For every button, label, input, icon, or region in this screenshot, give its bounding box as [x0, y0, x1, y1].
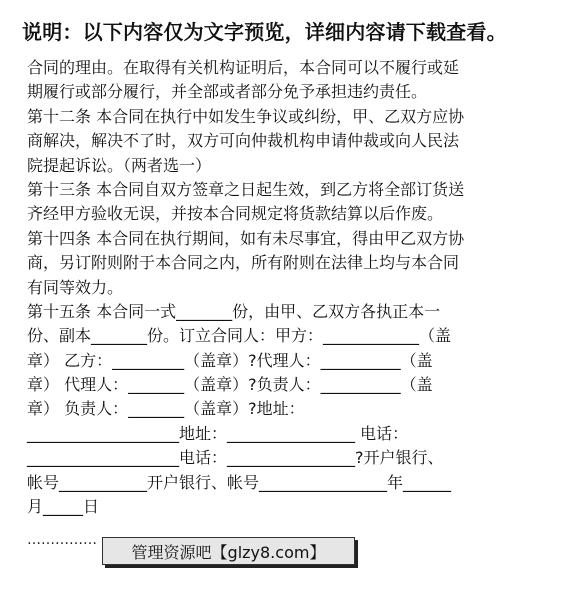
text-line: 帐号___________开户银行、帐号________________年______: [27, 472, 452, 492]
text-line: ___________________电话：________________?开户银行、: [27, 448, 444, 468]
text-line: 有同等效力。: [27, 277, 124, 297]
text-line: 院提起诉讼。（两者选一）: [27, 155, 212, 175]
text-line: 第十二条 本合同在执行中如发生争议或纠纷，甲、乙双方应协: [27, 106, 465, 126]
ellipsis-dots: ……………: [27, 532, 97, 548]
text-line: 第十五条 本合同一式_______份，由甲、乙双方各执正本一: [27, 301, 441, 321]
preview-notice: 说明：以下内容仅为文字预览，详细内容请下载查看。: [22, 20, 507, 44]
text-line: 第十三条 本合同自双方签章之日起生效，到乙方将全部订货送: [27, 179, 465, 199]
text-line: 期履行或部分履行，并全部或者部分免予承担违约责任。: [27, 82, 428, 102]
text-line: 商，另订附则附于本合同之内，所有附则在法律上均与本合同: [27, 253, 460, 273]
contract-text: [27, 56, 555, 519]
text-line: 齐经甲方验收无误，并按本合同规定将货款结算以后作废。: [27, 204, 444, 224]
text-line: 月_____日: [27, 497, 100, 517]
text-line: 章） 乙方：_________（盖章）?代理人：__________（盖: [27, 350, 433, 370]
text-line: 合同的理由。在取得有关机构证明后，本合同可以不履行或延: [27, 58, 460, 77]
text-line: 章） 代理人：_______（盖章）?负责人：__________（盖: [27, 375, 433, 395]
text-line: 份、副本_______份。订立合同人：甲方：____________（盖: [27, 326, 452, 346]
text-line: 商解决，解决不了时，双方可向仲裁机构申请仲裁或向人民法: [27, 131, 460, 151]
text-line: 章） 负责人：_______（盖章）?地址：: [27, 399, 305, 419]
source-label: 管理资源吧【glzy8.com】: [102, 537, 355, 565]
text-line: 第十四条 本合同在执行期间，如有未尽事宜，得由甲乙双方协: [27, 228, 465, 248]
text-line: ___________________地址：________________ 电话：: [27, 423, 409, 443]
